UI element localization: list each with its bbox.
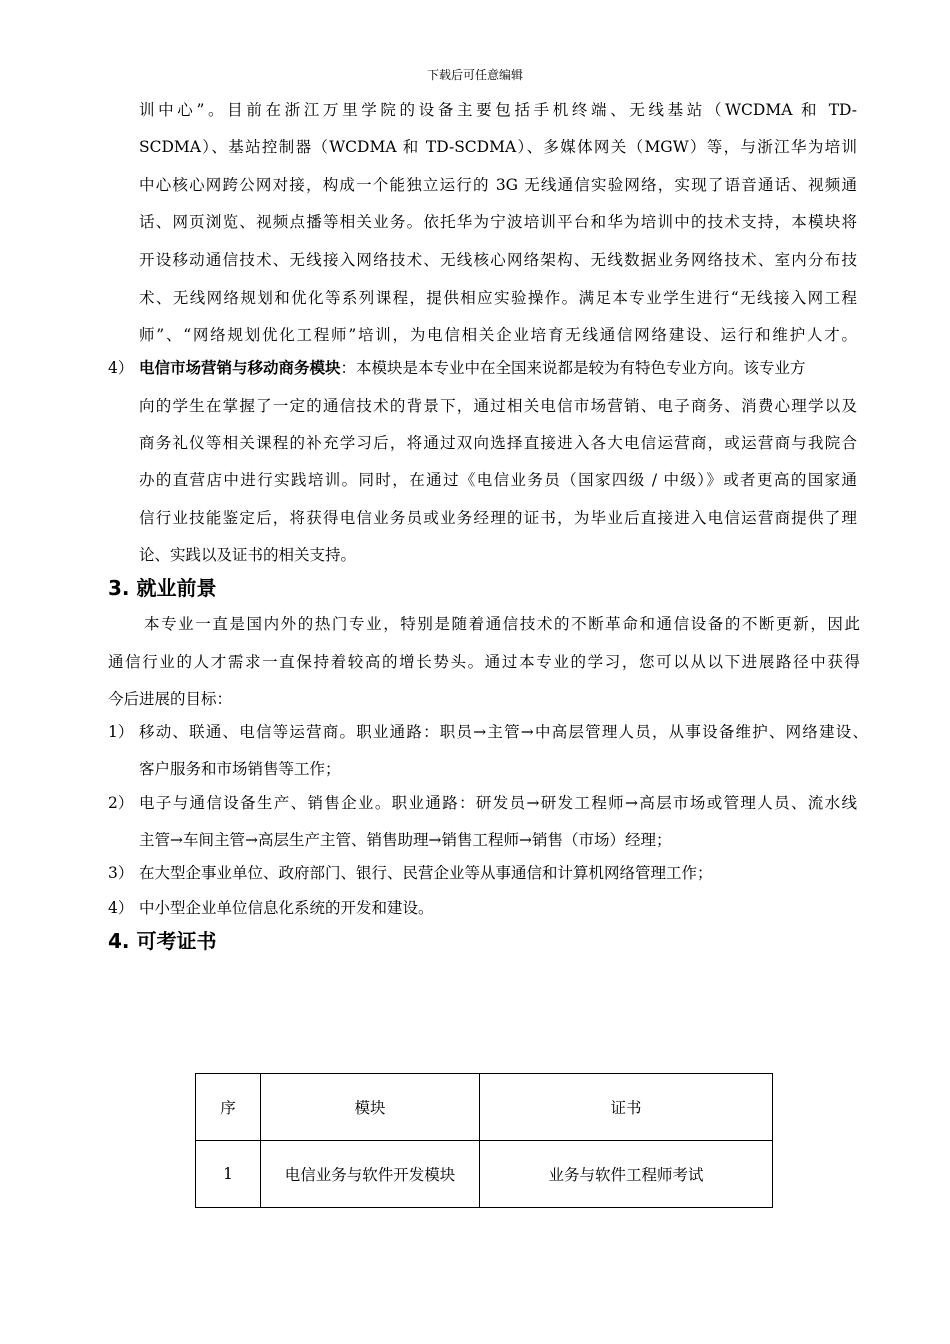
table-header-cell: 序 xyxy=(196,1074,261,1141)
p1-line-7: 师”、“网络规划优化工程师”培训，为电信相关企业培育无线通信网络建设、运行和维护人才。 xyxy=(139,326,857,344)
p1-line-6: 术、无线网络规划和优化等系列课程，提供相应实验操作。满足本专业学生进行“无线接入网工程 xyxy=(139,289,857,307)
table-header-cell: 模块 xyxy=(261,1074,480,1141)
section3-para-line-1: 本专业一直是国内外的热门专业，特别是随着通信技术的不断革命和通信设备的不断更新，因此 xyxy=(144,615,860,633)
s3-item3-line-1: 在大型企事业单位、政府部门、银行、民营企业等从事通信和计算机网络管理工作； xyxy=(139,864,713,882)
s3-item2-line-2: 主管→车间主管→高层生产主管、销售助理→销售工程师→销售（市场）经理； xyxy=(139,831,672,849)
p1-line-3: 中心核心网跨公网对接，构成一个能独立运行的 3G 无线通信实验网络，实现了语音通话、视频通 xyxy=(139,176,857,194)
section3-para-line-2: 通信行业的人才需求一直保持着较高的增长势头。通过本专业的学习，您可以从以下进展路径中获得 xyxy=(108,653,860,671)
item4-line-6: 论、实践以及证书的相关支持。 xyxy=(139,546,357,564)
p1-line-4: 话、网页浏览、视频点播等相关业务。依托华为宁波培训平台和华为培训中的技术支持，本模块将 xyxy=(139,213,857,231)
s3-item2-line-1: 电子与通信设备生产、销售企业。职业通路：研发员→研发工程师→高层市场或管理人员、流水线 xyxy=(139,794,857,812)
page-header: 下载后可任意编辑 xyxy=(426,68,523,82)
item4-line-2: 向的学生在掌握了一定的通信技术的背景下，通过相关电信市场营销、电子商务、消费心理学以及 xyxy=(139,397,857,415)
item4-line-4: 办的直营店中进行实践培训。同时，在通过《电信业务员（国家四级 / 中级）》或者更高的国家通 xyxy=(139,471,857,489)
item4-first-line xyxy=(139,358,806,378)
table-header-row xyxy=(196,1074,773,1141)
table-cell: 电信业务与软件开发模块 xyxy=(261,1141,480,1208)
table-header-cell: 证书 xyxy=(480,1074,773,1141)
item4-line-5: 信行业技能鉴定后，将获得电信业务员或业务经理的证书，为毕业后直接进入电信运营商提供了理 xyxy=(139,509,857,527)
certificate-table xyxy=(195,1073,773,1208)
item4-first-rest: ：本模块是本专业中在全国来说都是较为有特色专业方向。该专业方 xyxy=(340,359,806,377)
table-row xyxy=(196,1141,773,1208)
s3-item1-line-2: 客户服务和市场销售等工作； xyxy=(139,760,341,778)
item4-number: 4） xyxy=(108,359,134,377)
p1-line-5: 开设移动通信技术、无线接入网络技术、无线核心网络架构、无线数据业务网络技术、室内分布技 xyxy=(139,251,857,269)
s3-item2-number: 2） xyxy=(108,794,134,812)
p1-line-2: SCDMA）、基站控制器（WCDMA 和 TD-SCDMA）、多媒体网关（MGW）等，与浙江华为培训 xyxy=(139,138,857,156)
s3-item1-number: 1） xyxy=(108,723,134,741)
s3-item4-line-1: 中小型企业单位信息化系统的开发和建设。 xyxy=(139,899,434,917)
p1-line-1: 训中心”。目前在浙江万里学院的设备主要包括手机终端、无线基站（WCDMA 和 TD- xyxy=(139,101,857,119)
item4-title: 电信市场营销与移动商务模块 xyxy=(139,359,341,377)
section3-heading: 3. 就业前景 xyxy=(108,576,217,600)
table-cell: 业务与软件工程师考试 xyxy=(480,1141,773,1208)
section4-heading: 4. 可考证书 xyxy=(108,929,217,953)
s3-item3-number: 3） xyxy=(108,864,134,882)
item4-line-3: 商务礼仪等相关课程的补充学习后，将通过双向选择直接进入各大电信运营商，或运营商与我院合 xyxy=(139,434,857,452)
section3-para-line-3: 今后进展的目标： xyxy=(108,690,233,708)
table-cell: 1 xyxy=(196,1141,261,1208)
s3-item4-number: 4） xyxy=(108,899,134,917)
s3-item1-line-1: 移动、联通、电信等运营商。职业通路：职员→主管→中高层管理人员，从事设备维护、网络建设、 xyxy=(139,723,868,741)
